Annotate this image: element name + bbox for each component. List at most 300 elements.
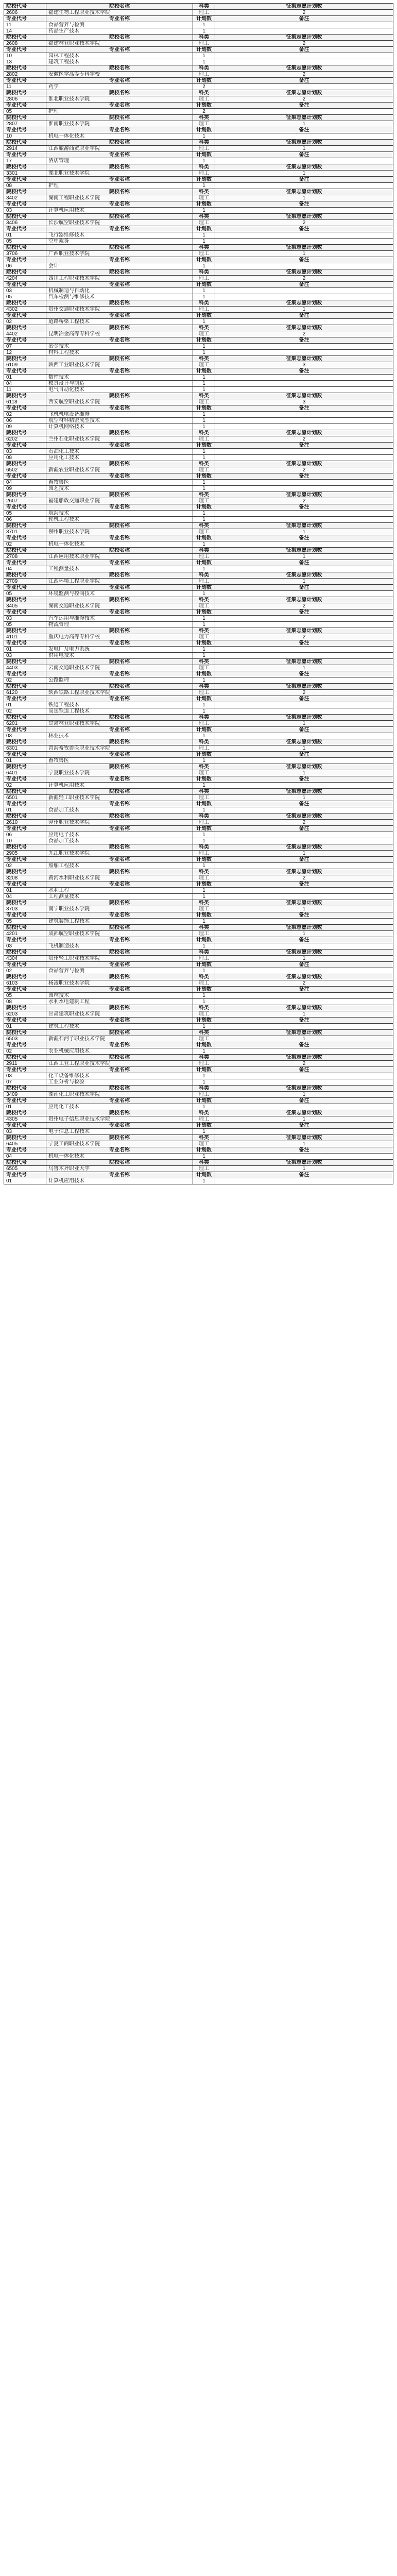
school-row bbox=[4, 906, 393, 912]
school-name: 甘肃林业职业技术学院 bbox=[46, 721, 193, 727]
major-remark bbox=[215, 288, 393, 294]
school-name: 福建生物工程职业技术学院 bbox=[46, 10, 193, 16]
plan-note-label: 征集志愿计划数 bbox=[215, 1030, 393, 1036]
major-name-label: 专业名称 bbox=[46, 127, 193, 133]
school-header-row bbox=[4, 65, 393, 72]
major-remark bbox=[215, 344, 393, 350]
school-name-label: 院校名称 bbox=[46, 789, 193, 795]
school-row bbox=[4, 276, 393, 282]
major-name: 计算机网络技术 bbox=[46, 424, 193, 430]
major-remark bbox=[215, 541, 393, 548]
major-name: 机电一体化技术 bbox=[46, 1154, 193, 1160]
school-category: 理工 bbox=[193, 795, 215, 801]
school-category: 理工 bbox=[193, 307, 215, 313]
major-remark bbox=[215, 449, 393, 455]
major-plan: 1 bbox=[193, 480, 215, 486]
school-header-row bbox=[4, 115, 393, 121]
major-plan: 1 bbox=[193, 616, 215, 622]
school-category: 理工 bbox=[193, 331, 215, 337]
major-code: 07 bbox=[4, 1079, 46, 1086]
school-row bbox=[4, 362, 393, 368]
major-name: 船舶工程技术 bbox=[46, 863, 193, 869]
major-header-row bbox=[4, 443, 393, 449]
major-code-label: 专业代号 bbox=[4, 857, 46, 863]
major-plan: 1 bbox=[193, 999, 215, 1005]
major-row bbox=[4, 387, 393, 393]
school-header-row bbox=[4, 628, 393, 634]
school-category: 理工 bbox=[193, 220, 215, 226]
major-remark bbox=[215, 455, 393, 461]
plan-label: 计划数 bbox=[193, 257, 215, 263]
plan-label: 计划数 bbox=[193, 103, 215, 109]
plan-label: 计划数 bbox=[193, 313, 215, 319]
major-code: 06 bbox=[4, 832, 46, 838]
major-name: 飞行器维修技术 bbox=[46, 232, 193, 239]
major-code-label: 专业代号 bbox=[4, 152, 46, 158]
plan-note-label: 征集志愿计划数 bbox=[215, 628, 393, 634]
school-code-label: 院校代号 bbox=[4, 572, 46, 579]
plan-label: 计划数 bbox=[193, 127, 215, 133]
remark-label: 备注 bbox=[215, 640, 393, 647]
major-row bbox=[4, 22, 393, 28]
major-code-label: 专业代号 bbox=[4, 47, 46, 53]
school-header-row bbox=[4, 684, 393, 690]
major-plan: 1 bbox=[193, 22, 215, 28]
major-header-row bbox=[4, 201, 393, 208]
school-code: 2608 bbox=[4, 41, 46, 47]
school-total: 1 bbox=[215, 721, 393, 727]
major-code: 05 bbox=[4, 993, 46, 999]
school-name-label: 院校名称 bbox=[46, 214, 193, 220]
school-category: 理工 bbox=[193, 276, 215, 282]
major-remark bbox=[215, 232, 393, 239]
major-name: 飞机制造技术 bbox=[46, 943, 193, 950]
school-category: 理工 bbox=[193, 1092, 215, 1098]
major-code: 03 bbox=[4, 208, 46, 214]
school-total: 2 bbox=[215, 10, 393, 16]
school-code: 2806 bbox=[4, 96, 46, 103]
school-row bbox=[4, 820, 393, 826]
major-plan: 1 bbox=[193, 1073, 215, 1079]
school-header-row bbox=[4, 789, 393, 795]
major-remark bbox=[215, 566, 393, 572]
major-plan: 1 bbox=[193, 647, 215, 653]
major-code: 05 bbox=[4, 511, 46, 517]
major-name: 计算机应用技术 bbox=[46, 1178, 193, 1184]
category-label: 科类 bbox=[193, 869, 215, 875]
school-code: 2802 bbox=[4, 72, 46, 78]
plan-label: 计划数 bbox=[193, 671, 215, 677]
plan-note-label: 征集志愿计划数 bbox=[215, 325, 393, 331]
major-row bbox=[4, 541, 393, 548]
school-name: 湖南交通职业技术学院 bbox=[46, 603, 193, 609]
major-plan: 1 bbox=[193, 294, 215, 300]
major-plan: 1 bbox=[193, 418, 215, 424]
major-name: 航海技术 bbox=[46, 511, 193, 517]
major-header-row bbox=[4, 671, 393, 677]
major-code-label: 专业代号 bbox=[4, 313, 46, 319]
school-name: 宁夏职业技术学院 bbox=[46, 770, 193, 776]
category-label: 科类 bbox=[193, 715, 215, 721]
school-header-row bbox=[4, 356, 393, 362]
category-label: 科类 bbox=[193, 35, 215, 41]
remark-label: 备注 bbox=[215, 127, 393, 133]
major-remark bbox=[215, 109, 393, 115]
remark-label: 备注 bbox=[215, 504, 393, 511]
major-code: 10 bbox=[4, 838, 46, 844]
school-header-row bbox=[4, 269, 393, 276]
school-code: 4101 bbox=[4, 634, 46, 640]
major-name-label: 专业名称 bbox=[46, 1123, 193, 1129]
major-name: 数控技术 bbox=[46, 375, 193, 381]
school-code: 2709 bbox=[4, 579, 46, 585]
school-name: 长沙航空职业技术学院 bbox=[46, 220, 193, 226]
major-plan: 1 bbox=[193, 239, 215, 245]
plan-note-label: 征集志愿计划数 bbox=[215, 1005, 393, 1011]
school-total: 1 bbox=[215, 529, 393, 535]
school-code: 4305 bbox=[4, 1116, 46, 1123]
category-label: 科类 bbox=[193, 245, 215, 251]
school-code: 2911 bbox=[4, 1061, 46, 1067]
major-plan: 1 bbox=[193, 53, 215, 59]
major-code-label: 专业代号 bbox=[4, 127, 46, 133]
major-code: 03 bbox=[4, 616, 46, 622]
school-name: 淮北职业技术学院 bbox=[46, 96, 193, 103]
school-total: 1 bbox=[215, 195, 393, 201]
major-code: 02 bbox=[4, 783, 46, 789]
major-header-row bbox=[4, 535, 393, 541]
plan-label: 计划数 bbox=[193, 1147, 215, 1154]
major-plan: 1 bbox=[193, 733, 215, 739]
major-row bbox=[4, 344, 393, 350]
major-header-row bbox=[4, 313, 393, 319]
major-remark bbox=[215, 616, 393, 622]
major-name: 食品营养与检测 bbox=[46, 968, 193, 974]
remark-label: 备注 bbox=[215, 1018, 393, 1024]
major-header-row bbox=[4, 1018, 393, 1024]
plan-note-label: 征集志愿计划数 bbox=[215, 684, 393, 690]
major-code: 12 bbox=[4, 350, 46, 356]
major-header-row bbox=[4, 1042, 393, 1048]
major-plan: 1 bbox=[193, 59, 215, 65]
category-label: 科类 bbox=[193, 356, 215, 362]
plan-label: 计划数 bbox=[193, 776, 215, 783]
major-row bbox=[4, 999, 393, 1005]
plan-label: 计划数 bbox=[193, 78, 215, 84]
school-row bbox=[4, 1092, 393, 1098]
major-code: 06 bbox=[4, 517, 46, 523]
major-remark bbox=[215, 22, 393, 28]
school-category: 理工 bbox=[193, 121, 215, 127]
plan-note-label: 征集志愿计划数 bbox=[215, 1086, 393, 1092]
major-row bbox=[4, 381, 393, 387]
school-code: 6501 bbox=[4, 795, 46, 801]
major-code-label: 专业代号 bbox=[4, 826, 46, 832]
remark-label: 备注 bbox=[215, 560, 393, 566]
school-name-label: 院校名称 bbox=[46, 764, 193, 770]
school-category: 理工 bbox=[193, 956, 215, 962]
major-name-label: 专业名称 bbox=[46, 857, 193, 863]
major-row bbox=[4, 1024, 393, 1030]
major-name: 园林技术 bbox=[46, 993, 193, 999]
school-row bbox=[4, 745, 393, 752]
school-name: 四川工程职业技术学院 bbox=[46, 276, 193, 282]
school-total: 1 bbox=[215, 251, 393, 257]
major-row bbox=[4, 319, 393, 325]
school-row bbox=[4, 41, 393, 47]
major-name: 药品生产技术 bbox=[46, 28, 193, 35]
school-header-row bbox=[4, 1160, 393, 1166]
school-code-label: 院校代号 bbox=[4, 597, 46, 603]
major-remark bbox=[215, 832, 393, 838]
major-remark bbox=[215, 1104, 393, 1110]
school-code-label: 院校代号 bbox=[4, 789, 46, 795]
major-name: 建筑工程技术 bbox=[46, 59, 193, 65]
school-total: 2 bbox=[215, 331, 393, 337]
school-name-label: 院校名称 bbox=[46, 269, 193, 276]
category-label: 科类 bbox=[193, 1055, 215, 1061]
school-code-label: 院校代号 bbox=[4, 115, 46, 121]
school-category: 理工 bbox=[193, 399, 215, 405]
major-plan: 1 bbox=[193, 319, 215, 325]
major-code-label: 专业代号 bbox=[4, 912, 46, 919]
plan-note-label: 征集志愿计划数 bbox=[215, 461, 393, 467]
school-name-label: 院校名称 bbox=[46, 325, 193, 331]
major-remark bbox=[215, 387, 393, 393]
major-remark bbox=[215, 894, 393, 900]
category-label: 科类 bbox=[193, 164, 215, 171]
school-header-row bbox=[4, 189, 393, 195]
remark-label: 备注 bbox=[215, 727, 393, 733]
school-code: 3405 bbox=[4, 603, 46, 609]
school-category: 理工 bbox=[193, 146, 215, 152]
school-category: 理工 bbox=[193, 745, 215, 752]
plan-label: 计划数 bbox=[193, 640, 215, 647]
remark-label: 备注 bbox=[215, 535, 393, 541]
major-plan: 1 bbox=[193, 381, 215, 387]
major-remark bbox=[215, 511, 393, 517]
major-row bbox=[4, 424, 393, 430]
major-remark bbox=[215, 863, 393, 869]
major-row bbox=[4, 449, 393, 455]
remark-label: 备注 bbox=[215, 671, 393, 677]
major-row bbox=[4, 1178, 393, 1184]
plan-label: 计划数 bbox=[193, 47, 215, 53]
major-row bbox=[4, 480, 393, 486]
school-code-label: 院校代号 bbox=[4, 869, 46, 875]
school-name: 安徽医学高等专科学校 bbox=[46, 72, 193, 78]
plan-note-label: 征集志愿计划数 bbox=[215, 597, 393, 603]
major-remark bbox=[215, 1154, 393, 1160]
major-remark bbox=[215, 418, 393, 424]
school-total: 1 bbox=[215, 665, 393, 671]
major-name: 材料工程技术 bbox=[46, 350, 193, 356]
remark-label: 备注 bbox=[215, 16, 393, 22]
major-code: 06 bbox=[4, 263, 46, 269]
major-name: 空中乘务 bbox=[46, 239, 193, 245]
school-category: 理工 bbox=[193, 1166, 215, 1172]
category-label: 科类 bbox=[193, 393, 215, 399]
school-total: 1 bbox=[215, 956, 393, 962]
school-name: 贵州电子信息职业技术学院 bbox=[46, 1116, 193, 1123]
plan-label: 计划数 bbox=[193, 857, 215, 863]
school-category: 理工 bbox=[193, 10, 215, 16]
major-name-label: 专业名称 bbox=[46, 103, 193, 109]
major-header-row bbox=[4, 752, 393, 758]
plan-label: 计划数 bbox=[193, 368, 215, 375]
school-code-label: 院校代号 bbox=[4, 764, 46, 770]
category-label: 科类 bbox=[193, 492, 215, 498]
remark-label: 备注 bbox=[215, 609, 393, 616]
major-code: 04 bbox=[4, 381, 46, 387]
major-row bbox=[4, 375, 393, 381]
plan-label: 计划数 bbox=[193, 16, 215, 22]
school-header-row bbox=[4, 572, 393, 579]
major-code: 03 bbox=[4, 449, 46, 455]
plan-label: 计划数 bbox=[193, 560, 215, 566]
school-name: 江西旅游商贸职业学院 bbox=[46, 146, 193, 152]
major-row bbox=[4, 1073, 393, 1079]
major-name-label: 专业名称 bbox=[46, 1018, 193, 1024]
major-plan: 1 bbox=[193, 449, 215, 455]
major-name: 飞机机电设备维修 bbox=[46, 412, 193, 418]
remark-label: 备注 bbox=[215, 776, 393, 783]
school-code: 6502 bbox=[4, 467, 46, 473]
major-plan: 1 bbox=[193, 919, 215, 925]
major-name-label: 专业名称 bbox=[46, 826, 193, 832]
school-row bbox=[4, 579, 393, 585]
remark-label: 备注 bbox=[215, 1172, 393, 1178]
major-name-label: 专业名称 bbox=[46, 504, 193, 511]
major-code-label: 专业代号 bbox=[4, 696, 46, 702]
major-row bbox=[4, 832, 393, 838]
school-name: 昆明冶金高等专科学校 bbox=[46, 331, 193, 337]
school-total: 2 bbox=[215, 72, 393, 78]
school-code-label: 院校代号 bbox=[4, 739, 46, 745]
school-row bbox=[4, 554, 393, 560]
school-name-label: 院校名称 bbox=[46, 245, 193, 251]
school-name-label: 院校名称 bbox=[46, 430, 193, 436]
school-category: 理工 bbox=[193, 554, 215, 560]
plan-label: 计划数 bbox=[193, 337, 215, 344]
school-code-label: 院校代号 bbox=[4, 4, 46, 10]
school-name: 湖南化工职业技术学院 bbox=[46, 1092, 193, 1098]
major-remark bbox=[215, 653, 393, 659]
major-name: 供用电技术 bbox=[46, 653, 193, 659]
school-header-row bbox=[4, 164, 393, 171]
major-code-label: 专业代号 bbox=[4, 1067, 46, 1073]
major-row bbox=[4, 59, 393, 65]
remark-label: 备注 bbox=[215, 282, 393, 288]
school-name: 江西应用技术职业学院 bbox=[46, 554, 193, 560]
school-code: 3706 bbox=[4, 251, 46, 257]
major-row bbox=[4, 1104, 393, 1110]
school-header-row bbox=[4, 523, 393, 529]
major-code-label: 专业代号 bbox=[4, 801, 46, 807]
major-code: 02 bbox=[4, 319, 46, 325]
major-code-label: 专业代号 bbox=[4, 962, 46, 968]
school-name-label: 院校名称 bbox=[46, 1160, 193, 1166]
school-header-row bbox=[4, 869, 393, 875]
school-total: 1 bbox=[215, 146, 393, 152]
school-name-label: 院校名称 bbox=[46, 1005, 193, 1011]
major-code: 02 bbox=[4, 863, 46, 869]
plan-note-label: 征集志愿计划数 bbox=[215, 189, 393, 195]
school-name-label: 院校名称 bbox=[46, 1030, 193, 1036]
school-code: 3208 bbox=[4, 875, 46, 882]
school-code: 6120 bbox=[4, 690, 46, 696]
major-name: 道路桥梁工程技术 bbox=[46, 319, 193, 325]
remark-label: 备注 bbox=[215, 912, 393, 919]
category-label: 科类 bbox=[193, 1135, 215, 1141]
school-row bbox=[4, 931, 393, 937]
school-code: 6301 bbox=[4, 745, 46, 752]
school-total: 2 bbox=[215, 467, 393, 473]
major-name-label: 专业名称 bbox=[46, 585, 193, 591]
school-category: 理工 bbox=[193, 195, 215, 201]
school-total: 2 bbox=[215, 220, 393, 226]
major-row bbox=[4, 783, 393, 789]
major-plan: 1 bbox=[193, 208, 215, 214]
school-header-row bbox=[4, 900, 393, 906]
major-row bbox=[4, 84, 393, 90]
major-header-row bbox=[4, 585, 393, 591]
major-header-row bbox=[4, 337, 393, 344]
major-code: 01 bbox=[4, 807, 46, 814]
major-code-label: 专业代号 bbox=[4, 405, 46, 412]
plan-label: 计划数 bbox=[193, 937, 215, 943]
remark-label: 备注 bbox=[215, 313, 393, 319]
school-total: 2 bbox=[215, 96, 393, 103]
major-plan: 1 bbox=[193, 350, 215, 356]
major-row bbox=[4, 183, 393, 189]
major-code: 02 bbox=[4, 412, 46, 418]
plan-label: 计划数 bbox=[193, 585, 215, 591]
school-row bbox=[4, 665, 393, 671]
school-total: 1 bbox=[215, 307, 393, 313]
major-name-label: 专业名称 bbox=[46, 257, 193, 263]
school-code-label: 院校代号 bbox=[4, 1135, 46, 1141]
category-label: 科类 bbox=[193, 4, 215, 10]
major-plan: 1 bbox=[193, 591, 215, 597]
major-name-label: 专业名称 bbox=[46, 912, 193, 919]
plan-label: 计划数 bbox=[193, 987, 215, 993]
school-name: 福建船政交通职业学院 bbox=[46, 498, 193, 504]
major-name-label: 专业名称 bbox=[46, 560, 193, 566]
major-name-label: 专业名称 bbox=[46, 801, 193, 807]
major-remark bbox=[215, 1079, 393, 1086]
major-remark bbox=[215, 263, 393, 269]
plan-label: 计划数 bbox=[193, 1098, 215, 1104]
major-header-row bbox=[4, 1067, 393, 1073]
major-code-label: 专业代号 bbox=[4, 78, 46, 84]
major-code-label: 专业代号 bbox=[4, 282, 46, 288]
school-row bbox=[4, 436, 393, 443]
major-code-label: 专业代号 bbox=[4, 257, 46, 263]
remark-label: 备注 bbox=[215, 405, 393, 412]
major-code-label: 专业代号 bbox=[4, 368, 46, 375]
school-row bbox=[4, 795, 393, 801]
school-row bbox=[4, 721, 393, 727]
category-label: 科类 bbox=[193, 90, 215, 96]
school-code-label: 院校代号 bbox=[4, 814, 46, 820]
major-name: 环境监测与控制技术 bbox=[46, 591, 193, 597]
category-label: 科类 bbox=[193, 974, 215, 980]
major-remark bbox=[215, 758, 393, 764]
major-plan: 1 bbox=[193, 943, 215, 950]
major-row bbox=[4, 288, 393, 294]
major-name-label: 专业名称 bbox=[46, 78, 193, 84]
